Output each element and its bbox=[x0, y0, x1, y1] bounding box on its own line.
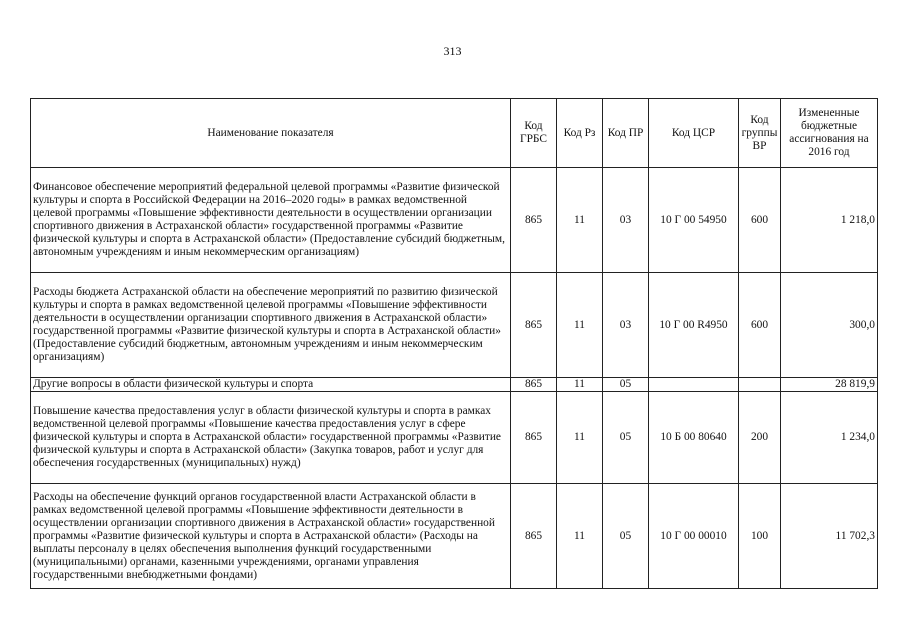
cell-pr: 03 bbox=[603, 168, 649, 273]
cell-csr: 10 Г 00 00010 bbox=[649, 484, 739, 589]
cell-rz: 11 bbox=[557, 378, 603, 392]
cell-csr: 10 Г 00 R4950 bbox=[649, 273, 739, 378]
cell-name: Финансовое обеспечение мероприятий федеральной целевой программы «Развитие физической культуры и спорта в Российской Федерации на 2016–2020 годы» в рамках ведомственной целевой программы «Повышение эффективности деятельности в осуществлении организации спортивного движения в Астраханской области» государственной программы «Развитие физической культуры и спорта в Астраханской области» (Предоставление субсидий бюджетным, автономным учреждениям и иным некоммерческим организациям) bbox=[31, 168, 511, 273]
cell-rz: 11 bbox=[557, 392, 603, 484]
cell-name: Повышение качества предоставления услуг в области физической культуры и спорта в рамках ведомственной целевой программы «Повышение качества предоставления услуг в сфере физической культуры и спорта в Астраханской области» государственной программы «Развитие физической культуры и спорта в Астраханской области» (Закупка товаров, работ и услуг для обеспечения государственных (муниципальных) нужд) bbox=[31, 392, 511, 484]
header-csr: Код ЦСР bbox=[649, 99, 739, 168]
header-rz: Код Рз bbox=[557, 99, 603, 168]
cell-grbs: 865 bbox=[511, 273, 557, 378]
cell-pr: 05 bbox=[603, 378, 649, 392]
cell-vr: 200 bbox=[739, 392, 781, 484]
budget-table bbox=[30, 98, 878, 589]
cell-vr bbox=[739, 378, 781, 392]
table-row bbox=[31, 484, 878, 589]
table-row bbox=[31, 378, 878, 392]
cell-amount: 28 819,9 bbox=[781, 378, 878, 392]
cell-csr: 10 Г 00 54950 bbox=[649, 168, 739, 273]
cell-name: Другие вопросы в области физической культуры и спорта bbox=[31, 378, 511, 392]
cell-vr: 600 bbox=[739, 273, 781, 378]
cell-grbs: 865 bbox=[511, 168, 557, 273]
cell-rz: 11 bbox=[557, 273, 603, 378]
cell-grbs: 865 bbox=[511, 392, 557, 484]
cell-pr: 03 bbox=[603, 273, 649, 378]
cell-name: Расходы бюджета Астраханской области на обеспечение мероприятий по развитию физической культуры и спорта в рамках ведомственной целевой программы «Повышение эффективности деятельности в осуществлении организации спортивного движения в Астраханской области» государственной программы «Развитие физической культуры и спорта в Астраханской области» (Предоставление субсидий бюджетным, автономным учреждениям и иным некоммерческим организациям) bbox=[31, 273, 511, 378]
table-row bbox=[31, 273, 878, 378]
header-amount: Измененные бюджетные ассигнования на 2016 год bbox=[781, 99, 878, 168]
cell-pr: 05 bbox=[603, 484, 649, 589]
cell-vr: 100 bbox=[739, 484, 781, 589]
header-grbs: Код ГРБС bbox=[511, 99, 557, 168]
cell-vr: 600 bbox=[739, 168, 781, 273]
cell-pr: 05 bbox=[603, 392, 649, 484]
cell-csr bbox=[649, 378, 739, 392]
cell-amount: 1 234,0 bbox=[781, 392, 878, 484]
cell-grbs: 865 bbox=[511, 378, 557, 392]
cell-rz: 11 bbox=[557, 168, 603, 273]
header-vr: Код группы ВР bbox=[739, 99, 781, 168]
table-row bbox=[31, 392, 878, 484]
cell-amount: 11 702,3 bbox=[781, 484, 878, 589]
cell-name: Расходы на обеспечение функций органов государственной власти Астраханской области в рамках ведомственной целевой программы «Повышение эффективности деятельности в осуществлении организации спортивного движения в Астраханской области» государственной программы «Развитие физической культуры и спорта в Астраханской области» (Расходы на выплаты персоналу в целях обеспечения выполнения функций государственными (муниципальными) органами, казенными учреждениями, органами управления государственными внебюджетными фондами) bbox=[31, 484, 511, 589]
page-number: 313 bbox=[443, 44, 462, 58]
table-header-row bbox=[31, 99, 878, 168]
cell-amount: 300,0 bbox=[781, 273, 878, 378]
header-name: Наименование показателя bbox=[31, 99, 511, 168]
cell-amount: 1 218,0 bbox=[781, 168, 878, 273]
cell-grbs: 865 bbox=[511, 484, 557, 589]
cell-csr: 10 Б 00 80640 bbox=[649, 392, 739, 484]
table-row bbox=[31, 168, 878, 273]
cell-rz: 11 bbox=[557, 484, 603, 589]
header-pr: Код ПР bbox=[603, 99, 649, 168]
